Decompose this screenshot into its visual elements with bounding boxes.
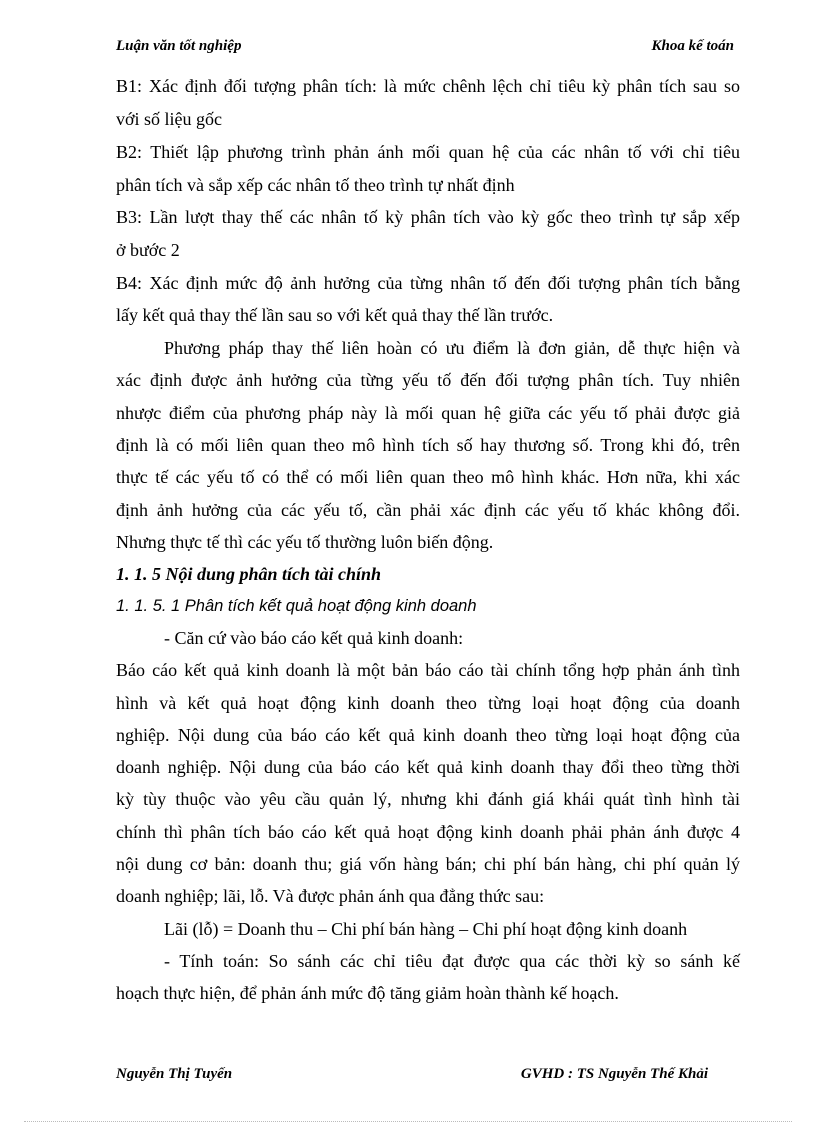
step-3-line-1: B3: Lần lượt thay thế các nhân tố kỳ phân tích vào kỳ gốc theo trình tự sắp xếp xyxy=(116,207,740,227)
formula-line: Lãi (lỗ) = Doanh thu – Chi phí bán hàng – Chi phí hoạt động kinh doanh xyxy=(164,919,688,939)
paragraph-line: định là có mối liên quan theo mô hình tích số hay thương số. Trong khi đó, trên xyxy=(116,435,740,455)
paragraph-line: định ảnh hưởng của các yếu tố, cần phải xác định các yếu tố khác không đổi. xyxy=(116,500,740,520)
header-department: Khoa kế toán xyxy=(651,38,734,54)
paragraph-line: Báo cáo kết quả kinh doanh là một bản báo cáo tài chính tổng hợp phản ánh tình xyxy=(116,660,740,680)
paragraph-line: xác định được ảnh hưởng của từng yếu tố đến đối tượng phân tích. Tuy nhiên xyxy=(116,370,740,390)
step-3-line-2: ở bước 2 xyxy=(116,240,180,260)
paragraph-line: hình và kết quả hoạt động kinh doanh theo từng loại hoạt động của doanh xyxy=(116,693,740,713)
step-1-line-2: với số liệu gốc xyxy=(116,109,223,129)
step-1-line-1: B1: Xác định đối tượng phân tích: là mức chênh lệch chỉ tiêu kỳ phân tích sau so xyxy=(116,76,740,96)
paragraph-line: kỳ tùy thuộc vào yêu cầu quản lý, nhưng khi đánh giá khái quát tình hình tài xyxy=(116,789,740,809)
section-heading: 1. 1. 5 Nội dung phân tích tài chính xyxy=(116,564,382,584)
step-4-line-1: B4: Xác định mức độ ảnh hưởng của từng nhân tố đến đối tượng phân tích bằng xyxy=(116,273,740,293)
paragraph-line: hoạch thực hiện, để phản ánh mức độ tăng giảm hoàn thành kế hoạch. xyxy=(116,983,619,1003)
paragraph-line: thực tế các yếu tố có thể có mối liên quan theo mô hình khác. Hơn nữa, khi xác xyxy=(116,467,740,487)
paragraph-line: nghiệp. Nội dung của báo cáo kết quả kinh doanh theo từng loại hoạt động của xyxy=(116,725,740,745)
footer-author: Nguyễn Thị Tuyến xyxy=(116,1066,233,1082)
step-2-line-1: B2: Thiết lập phương trình phản ánh mối quan hệ của các nhân tố với chỉ tiêu xyxy=(116,142,740,162)
paragraph-line: nhược điểm của phương pháp này là mối quan hệ giữa các yếu tố phải được giả xyxy=(116,403,740,423)
paragraph-line: doanh nghiệp. Nội dung của báo cáo kết quả kinh doanh thay đổi theo từng thời xyxy=(116,757,740,777)
paragraph-line: doanh nghiệp; lãi, lỗ. Và được phản ánh qua đẳng thức sau: xyxy=(116,886,545,906)
footer-dotted-rule xyxy=(24,1121,792,1122)
subsection-heading: 1. 1. 5. 1 Phân tích kết quả hoạt động kinh doanh xyxy=(116,597,477,615)
paragraph-line: nội dung cơ bản: doanh thu; giá vốn hàng bán; chi phí bán hàng, chi phí quản lý xyxy=(116,854,740,874)
step-4-line-2: lấy kết quả thay thế lần sau so với kết quả thay thế lần trước. xyxy=(116,305,554,325)
page-header xyxy=(116,38,734,60)
footer-supervisor: GVHD : TS Nguyễn Thế Khải xyxy=(520,1066,708,1082)
paragraph-line: Nhưng thực tế thì các yếu tố thường luôn biến động. xyxy=(116,532,494,552)
paragraph-line: Phương pháp thay thế liên hoàn có ưu điểm là đơn giản, dễ thực hiện và xyxy=(164,338,740,358)
step-2-line-2: phân tích và sắp xếp các nhân tố theo trình tự nhất định xyxy=(116,175,515,195)
header-thesis-title: Luận văn tốt nghiệp xyxy=(116,38,242,54)
bullet-line: - Căn cứ vào báo cáo kết quả kinh doanh: xyxy=(164,628,464,648)
bullet-line: - Tính toán: So sánh các chỉ tiêu đạt được qua các thời kỳ so sánh kế xyxy=(164,951,740,971)
page-footer xyxy=(116,1066,708,1088)
paragraph-line: chính thì phân tích báo cáo kết quả hoạt động kinh doanh phải phản ánh được 4 xyxy=(116,822,740,842)
